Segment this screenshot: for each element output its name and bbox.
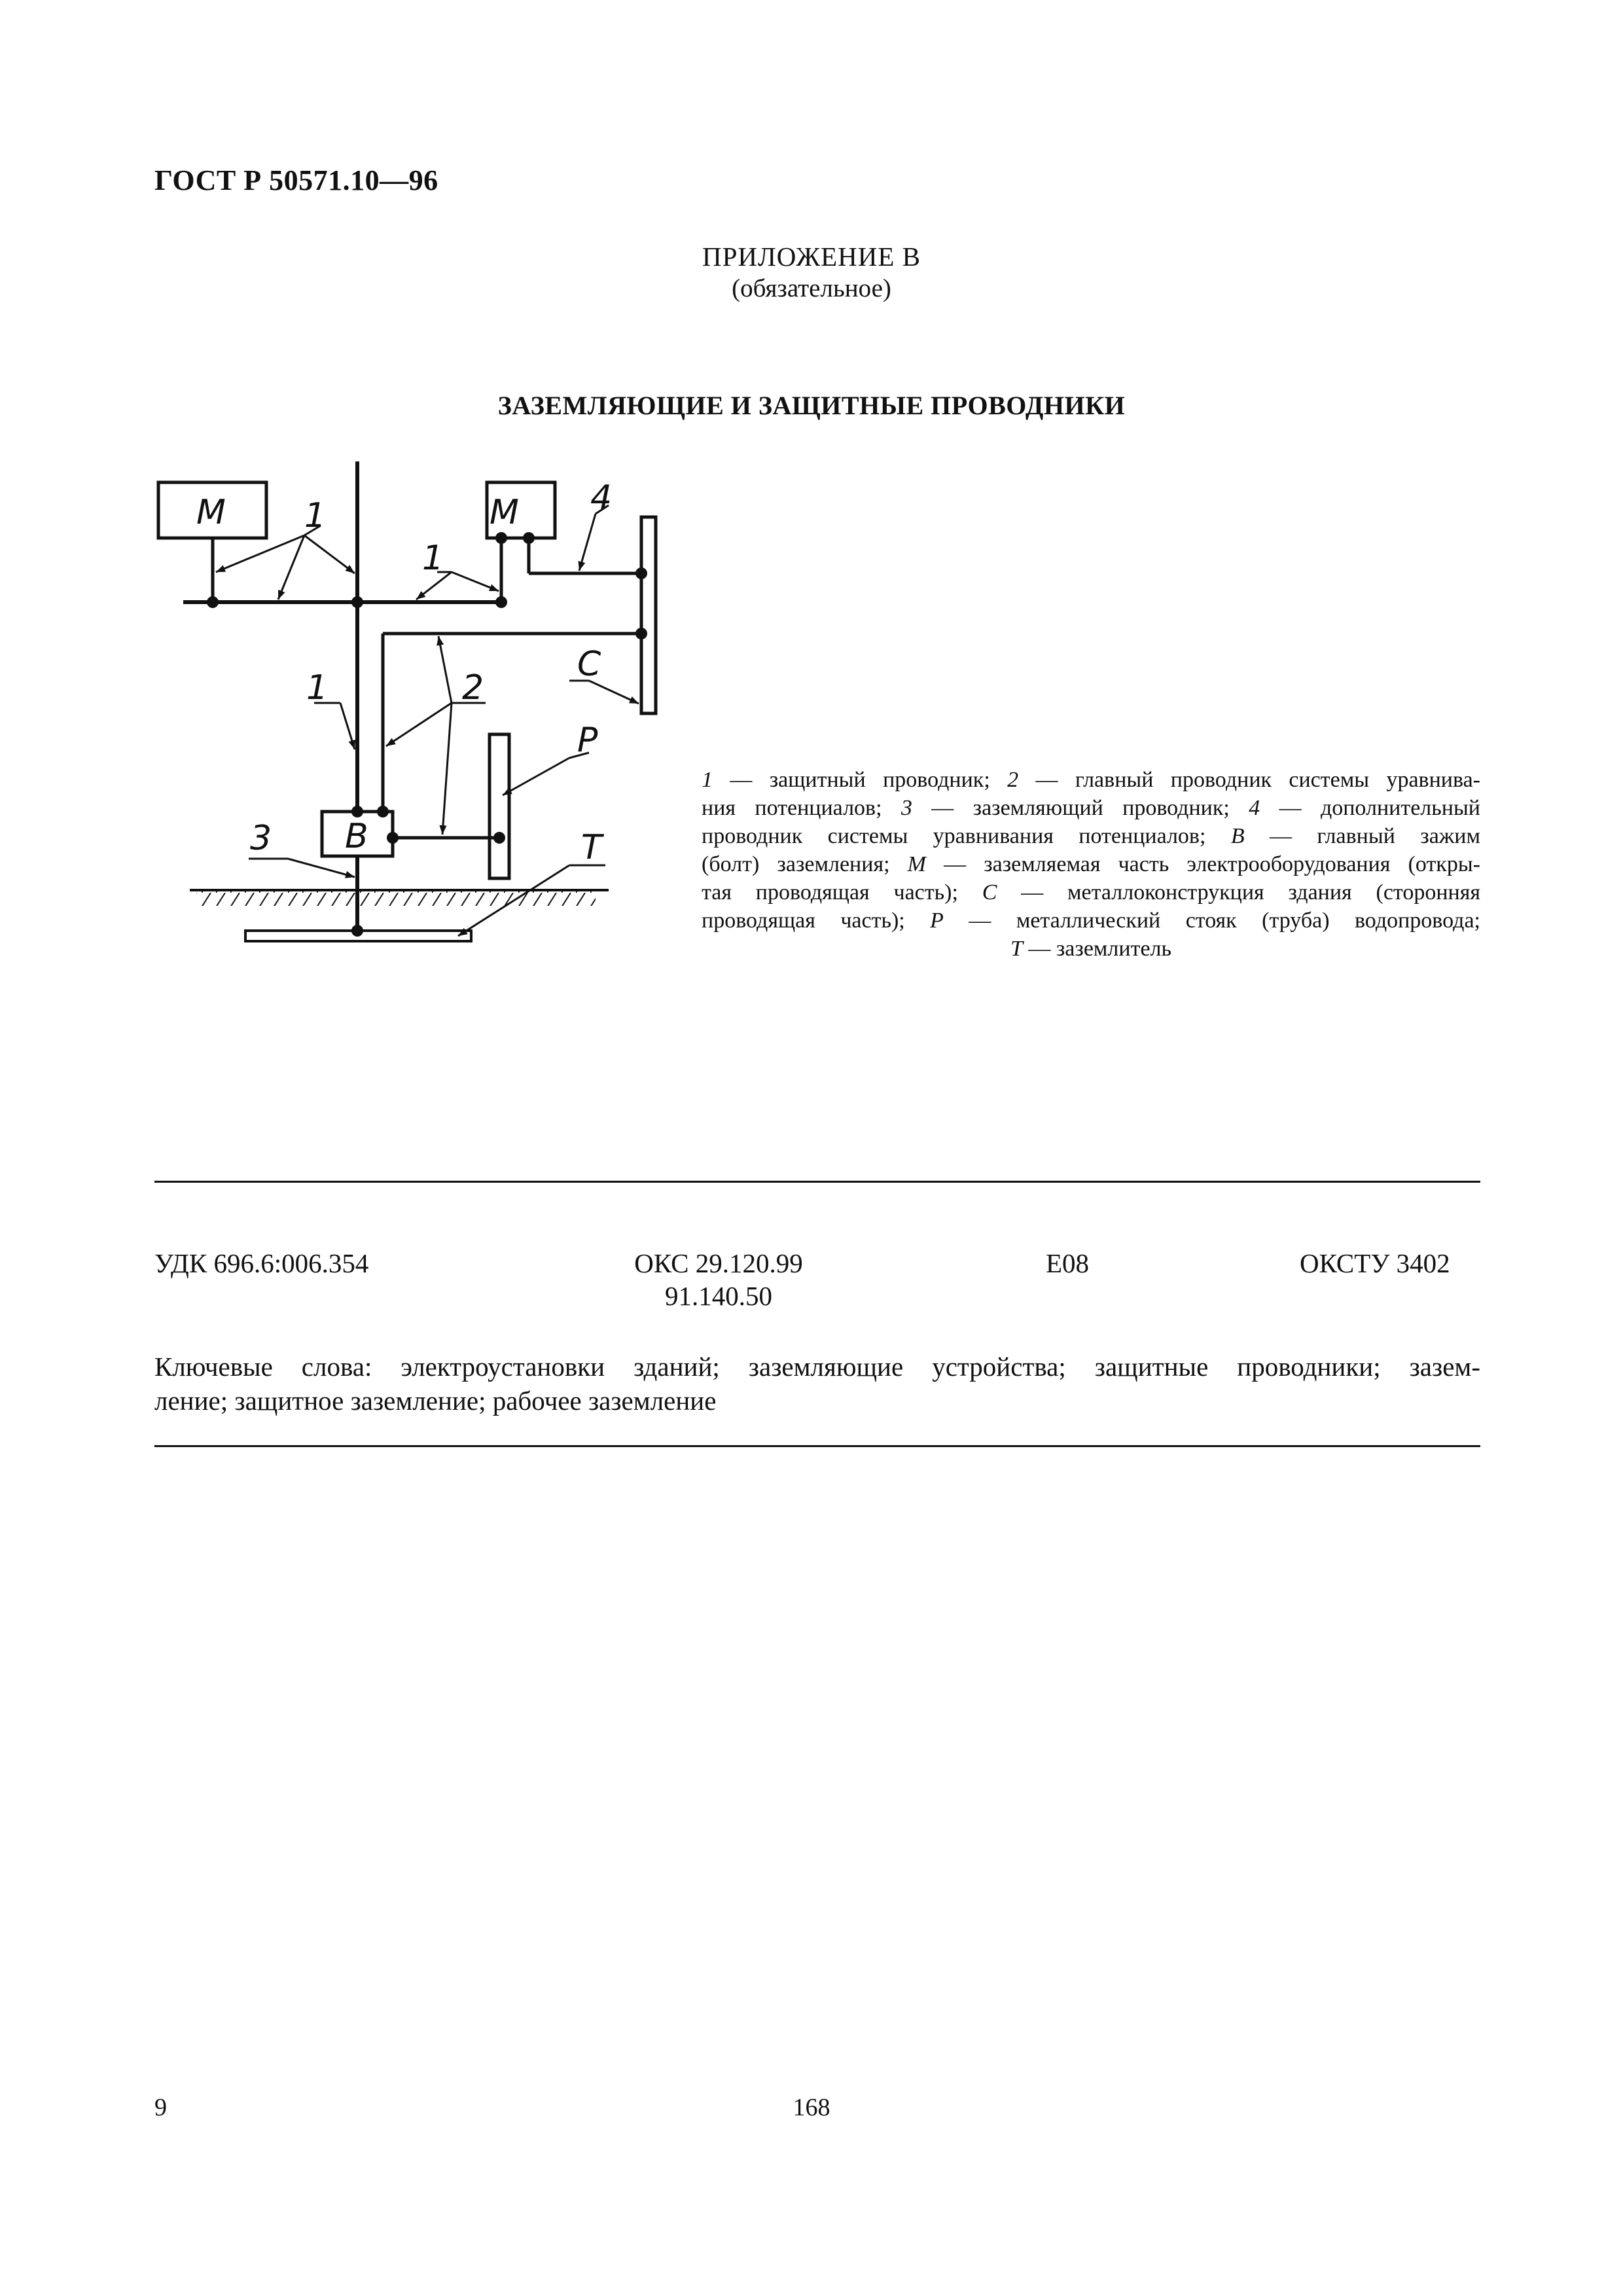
keywords bbox=[154, 1350, 1480, 1418]
divider-bottom bbox=[154, 1445, 1480, 1447]
appendix-title: ПРИЛОЖЕНИЕ В bbox=[702, 242, 921, 272]
legend-line: (болт) заземления; М — заземляемая часть электрооборудования (откры- bbox=[702, 852, 1480, 876]
udk-code: УДК 696.6:006.354 bbox=[154, 1248, 369, 1278]
water-pipe bbox=[490, 734, 509, 878]
label-2: 2 bbox=[462, 668, 484, 708]
legend-line: ния потенциалов; 3 — заземляющий проводник; 4 — дополнительный bbox=[702, 796, 1480, 820]
label-m-left: M bbox=[196, 493, 226, 532]
diagram-legend bbox=[702, 766, 1480, 963]
page-number: 168 bbox=[793, 2094, 830, 2121]
legend-line: Т — заземлитель bbox=[1010, 937, 1172, 961]
divider-top bbox=[154, 1181, 1480, 1183]
okstu-code: ОКСТУ 3402 bbox=[1300, 1248, 1450, 1278]
label-4: 4 bbox=[590, 478, 613, 518]
label-b: B bbox=[345, 817, 368, 856]
legend-line: 1 — защитный проводник; 2 — главный проводник системы уравнива- bbox=[702, 768, 1480, 792]
label-1-mid: 1 bbox=[422, 539, 444, 578]
appendix-status: (обязательное) bbox=[732, 274, 891, 302]
label-m-right: M bbox=[490, 493, 519, 532]
label-p: P bbox=[577, 721, 598, 760]
label-3: 3 bbox=[250, 819, 272, 858]
oks-line-1: ОКС 29.120.99 bbox=[634, 1248, 803, 1278]
legend-line: тая проводящая часть); С — металлоконструкция здания (сторонняя bbox=[702, 880, 1480, 905]
label-1-top: 1 bbox=[304, 496, 327, 535]
legend-line: проводник системы уравнивания потенциалов; В — главный зажим bbox=[702, 824, 1480, 848]
page-sheet-number: 9 bbox=[154, 2094, 167, 2121]
document-header: ГОСТ Р 50571.10—96 bbox=[154, 164, 438, 196]
label-c: C bbox=[577, 645, 601, 684]
oks-line-2: 91.140.50 bbox=[665, 1281, 772, 1311]
section-title: ЗАЗЕМЛЯЮЩИЕ И ЗАЩИТНЫЕ ПРОВОДНИКИ bbox=[497, 391, 1126, 420]
label-1-left: 1 bbox=[306, 668, 329, 708]
legend-line: проводящая часть); Р — металлический стояк (труба) водопровода; bbox=[702, 908, 1480, 933]
keywords-line: ление; защитное заземление; рабочее заземление bbox=[154, 1386, 717, 1416]
label-t: T bbox=[581, 828, 602, 867]
oks-code bbox=[620, 1247, 817, 1312]
building-steel-structure bbox=[641, 517, 656, 713]
classification-code: Е08 bbox=[1046, 1248, 1090, 1278]
keywords-line: Ключевые слова: электроустановки зданий; заземляющие устройства; защитные проводники; зазем- bbox=[154, 1352, 1480, 1382]
